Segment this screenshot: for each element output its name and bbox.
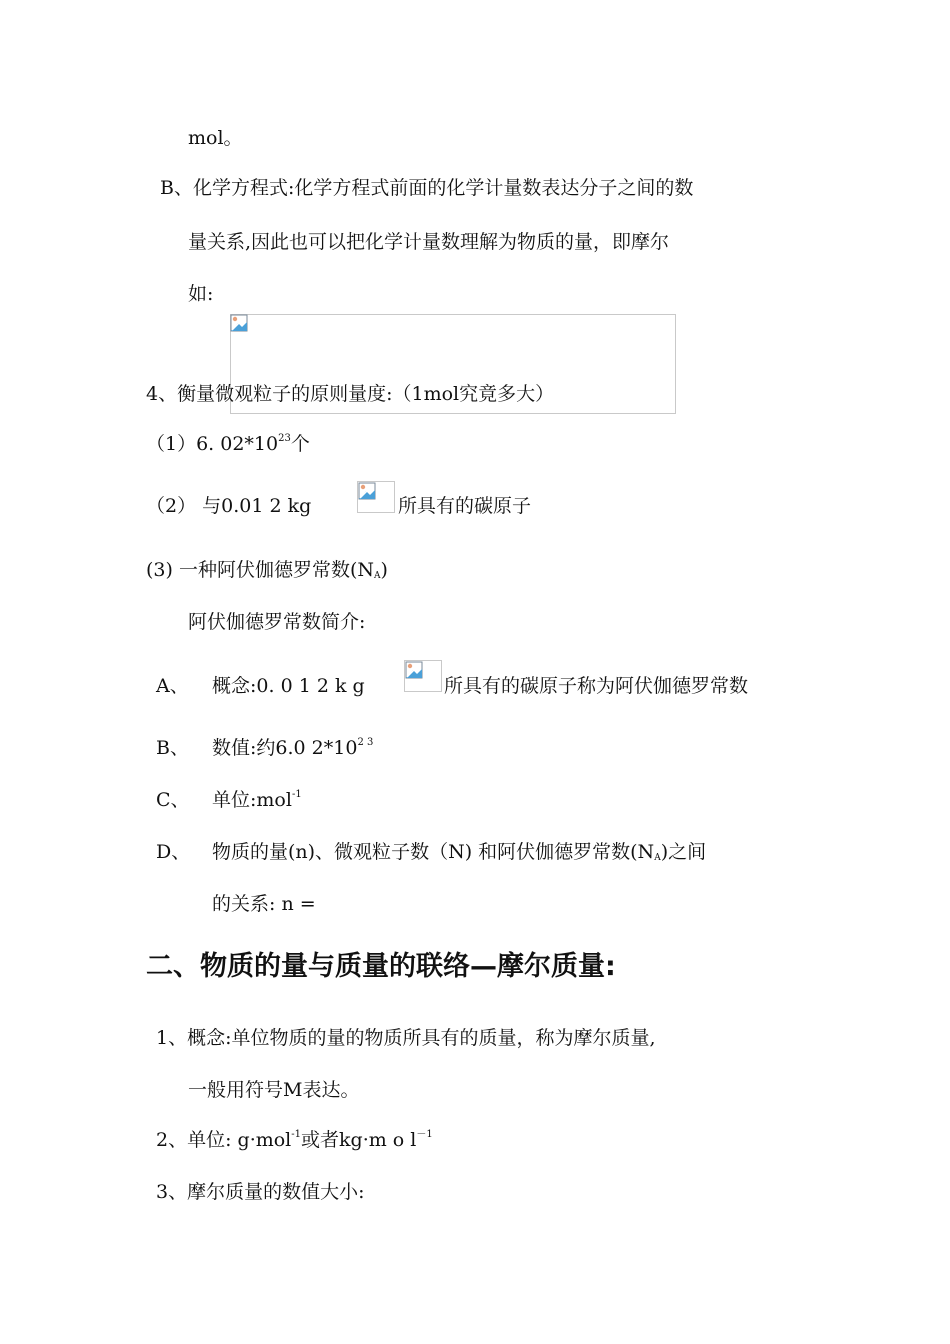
- item-4: 4、衡量微观粒子的原则量度:（1mol究竟多大）: [146, 383, 555, 405]
- section2-item-3: 3、摩尔质量的数值大小:: [156, 1181, 365, 1203]
- item-b-line1: [160, 176, 693, 200]
- item-b-line3: 如:: [188, 283, 214, 305]
- item-b-text: 化学方程式:化学方程式前面的化学计量数表达分子之间的数: [192, 177, 694, 199]
- section2-item-1b: 一般用符号M表达。: [188, 1079, 360, 1101]
- item-a-tail: 所具有的碳原子称为阿伏伽德罗常数: [444, 675, 749, 697]
- item-c: C、 单位:mol$^{-1}$: [156, 789, 302, 811]
- point-3: (3) 一种阿伏伽德罗常数$(N_A)$: [146, 559, 388, 581]
- item-b-line2: 量关系,因此也可以把化学计量数理解为物质的量，即摩尔: [188, 231, 670, 253]
- section-heading: 二、物质的量与质量的联络—摩尔质量:: [146, 951, 616, 982]
- point-2-tail: 所具有的碳原子: [398, 495, 532, 517]
- item-d: D、 物质的量(n)、微观粒子数（N) 和阿伏伽德罗常数$(N_A)$之间: [156, 841, 707, 863]
- item-d-relation: 的关系: n =: [212, 893, 316, 915]
- mol-continuation: mol。: [188, 127, 243, 149]
- avogadro-intro: 阿伏伽德罗常数简介:: [188, 611, 366, 633]
- section2-item-2: 2、单位: g·mol$^{-1}$或者kg·m o $l^{-1}$: [156, 1129, 433, 1151]
- point-2: （2） 与0.01 2 kg: [146, 495, 312, 517]
- item-a-label: A、: [156, 675, 189, 697]
- point-1: （1）6. $02*10^{23}$个: [146, 433, 310, 455]
- item-b-value: B、 数值:约6.0 $2*10^{2 3}$: [156, 737, 374, 759]
- item-a: A、 概念:0. 0 1 2 k g: [156, 675, 365, 697]
- item-b-label: B、: [160, 177, 193, 199]
- section2-item-1: 1、概念:单位物质的量的物质所具有的质量，称为摩尔质量,: [156, 1027, 656, 1049]
- broken-image-icon: [358, 482, 376, 500]
- broken-image-icon: [405, 661, 423, 679]
- broken-image-icon: [230, 314, 248, 332]
